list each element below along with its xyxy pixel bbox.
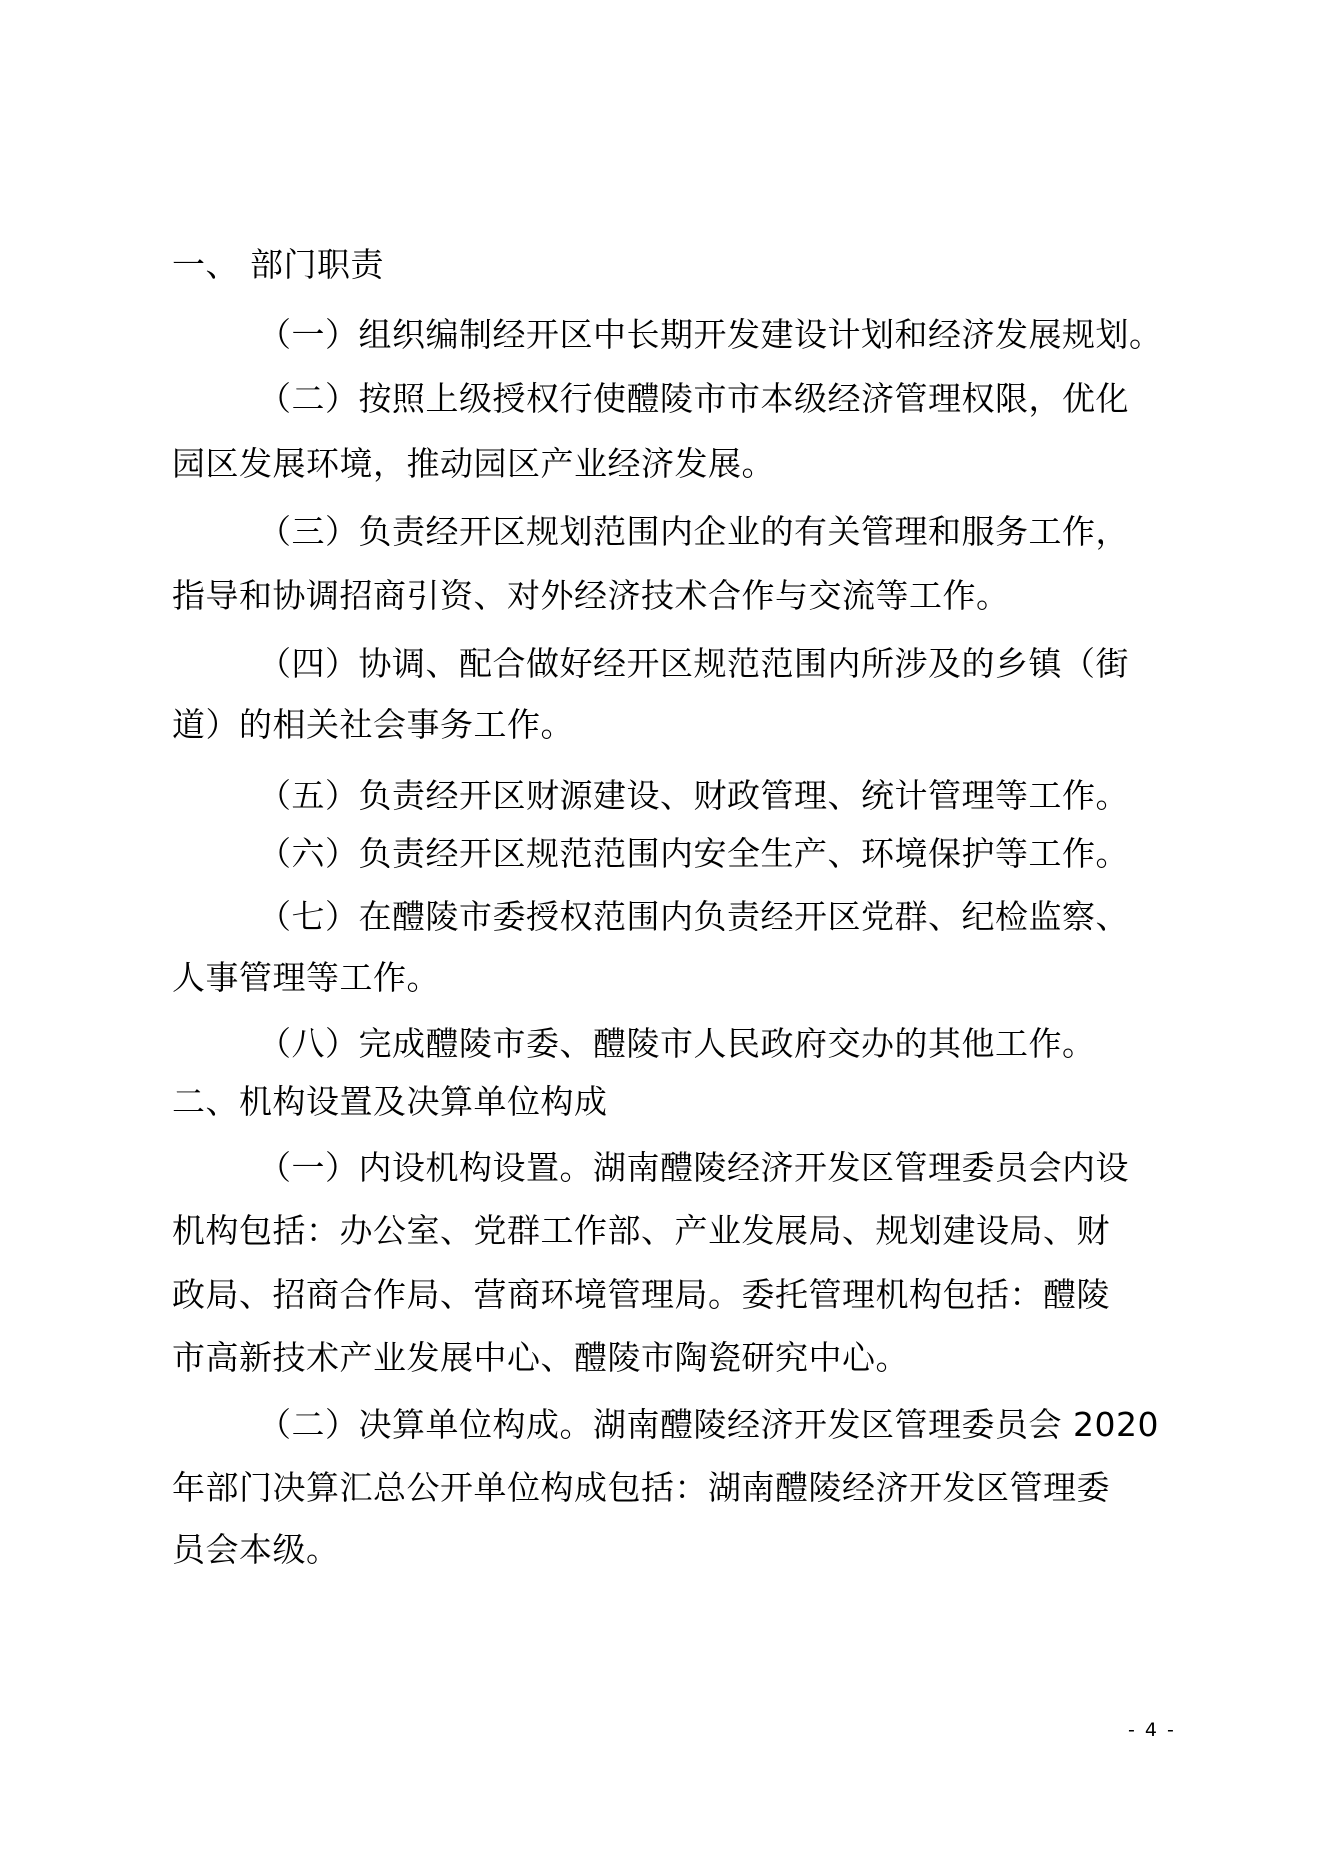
org-item-1-line-4: 市高新技术产业发展中心、醴陵市陶瓷研究中心。 bbox=[172, 1338, 909, 1377]
duty-item-7-line-2: 人事管理等工作。 bbox=[172, 958, 440, 997]
duty-item-4-line-2: 道）的相关社会事务工作。 bbox=[172, 705, 574, 744]
section-heading-organization: 二、机构设置及决算单位构成 bbox=[172, 1082, 608, 1121]
section-heading-department-duties: 一、 部门职责 bbox=[172, 245, 384, 284]
org-item-2-line-1: （二）决算单位构成。湖南醴陵经济开发区管理委员会 2020 bbox=[258, 1405, 1159, 1444]
duty-item-8: （八）完成醴陵市委、醴陵市人民政府交办的其他工作。 bbox=[258, 1024, 1096, 1063]
duty-item-2-line-1: （二）按照上级授权行使醴陵市市本级经济管理权限，优化 bbox=[258, 379, 1129, 418]
duty-item-3-line-1: （三）负责经开区规划范围内企业的有关管理和服务工作， bbox=[258, 512, 1129, 551]
page-number: - 4 - bbox=[1128, 1719, 1176, 1741]
org-item-1-line-3: 政局、招商合作局、营商环境管理局。委托管理机构包括：醴陵 bbox=[172, 1275, 1110, 1314]
duty-item-6: （六）负责经开区规范范围内安全生产、环境保护等工作。 bbox=[258, 834, 1129, 873]
duty-item-7-line-1: （七）在醴陵市委授权范围内负责经开区党群、纪检监察、 bbox=[258, 897, 1129, 936]
org-item-2-line-3: 员会本级。 bbox=[172, 1530, 340, 1569]
duty-item-4-line-1: （四）协调、配合做好经开区规范范围内所涉及的乡镇（街 bbox=[258, 644, 1129, 683]
duty-item-3-line-2: 指导和协调招商引资、对外经济技术合作与交流等工作。 bbox=[172, 576, 1010, 615]
org-item-1-line-1: （一）内设机构设置。湖南醴陵经济开发区管理委员会内设 bbox=[258, 1148, 1129, 1187]
org-item-1-line-2: 机构包括：办公室、党群工作部、产业发展局、规划建设局、财 bbox=[172, 1211, 1110, 1250]
org-item-2-line-2: 年部门决算汇总公开单位构成包括：湖南醴陵经济开发区管理委 bbox=[172, 1468, 1110, 1507]
duty-item-1: （一）组织编制经开区中长期开发建设计划和经济发展规划。 bbox=[258, 315, 1163, 354]
duty-item-2-line-2: 园区发展环境，推动园区产业经济发展。 bbox=[172, 444, 775, 483]
duty-item-5: （五）负责经开区财源建设、财政管理、统计管理等工作。 bbox=[258, 776, 1129, 815]
